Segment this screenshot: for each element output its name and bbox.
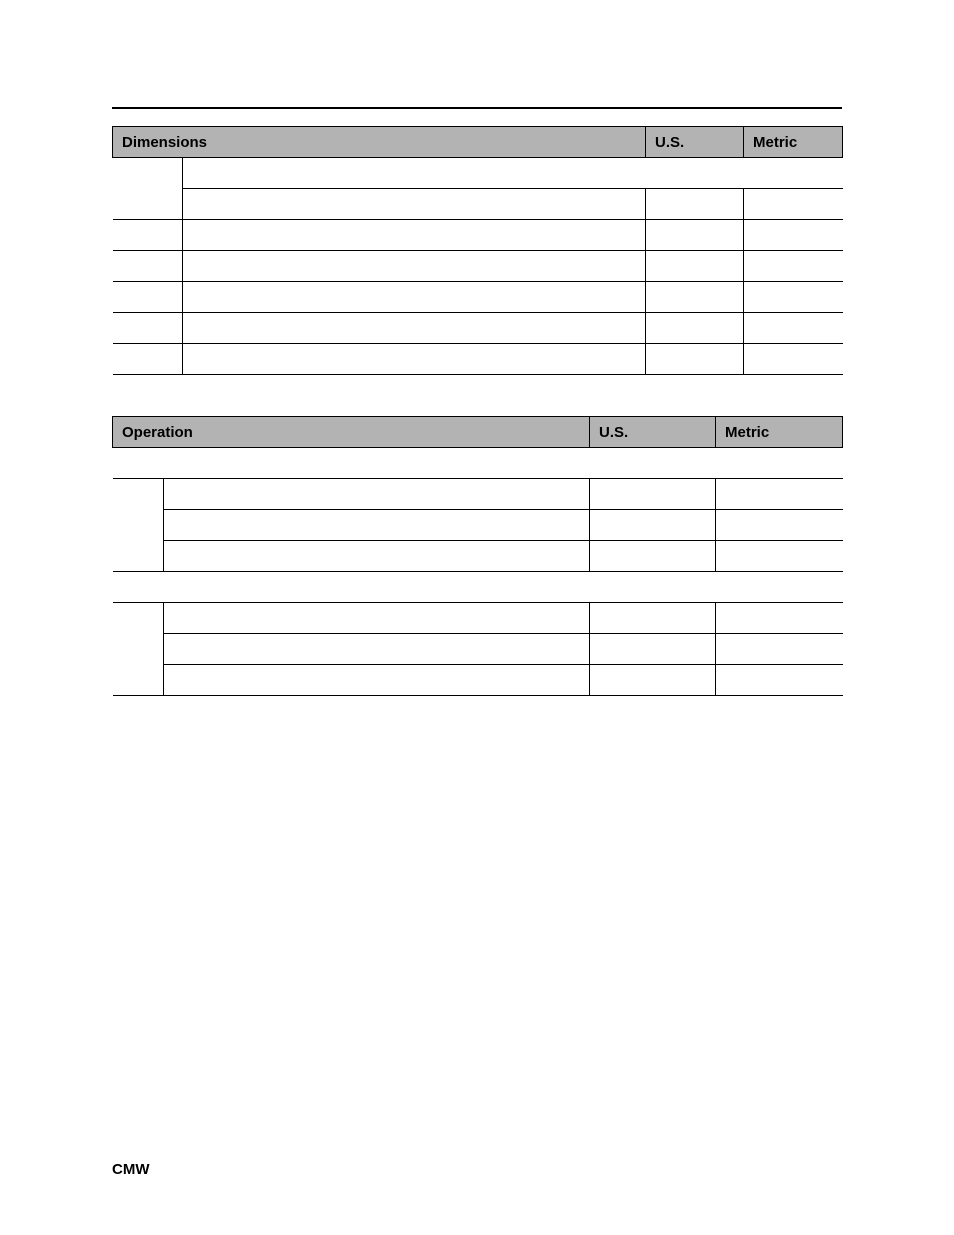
table-cell [744,189,843,220]
section-row [113,572,843,603]
table-cell [113,448,843,479]
table-cell [113,251,183,282]
table-cell [183,282,646,313]
table-row [113,634,843,665]
table-row [113,251,843,282]
table-cell [590,603,716,634]
table-cell [590,510,716,541]
table-row [113,158,843,189]
table-row [113,510,843,541]
operation-header-row [113,417,843,448]
footer-label: CMW [112,1161,150,1178]
table-cell [183,344,646,375]
table-row [113,189,843,220]
table-cell [113,282,183,313]
table-cell [716,634,843,665]
table-cell [164,603,590,634]
table-cell [646,251,744,282]
table-cell [113,313,183,344]
table-cell [113,220,183,251]
operation-header-us: U.S. [590,417,716,448]
table-cell [164,665,590,696]
table-cell [590,541,716,572]
table-cell [744,220,843,251]
table-cell [164,479,590,510]
table-row [113,220,843,251]
table-cell [183,220,646,251]
table-cell [113,603,164,696]
table-cell [646,313,744,344]
table-cell [113,158,183,220]
dimensions-header-us: U.S. [646,127,744,158]
table-cell [716,479,843,510]
operation-table [112,416,843,696]
table-cell [164,510,590,541]
dimensions-table [112,126,843,375]
table-cell [716,665,843,696]
table-cell [183,313,646,344]
table-cell [716,510,843,541]
operation-header-label: Operation [113,417,590,448]
table-cell [716,541,843,572]
table-cell [590,634,716,665]
table-cell [113,344,183,375]
table-cell [646,220,744,251]
table-row [113,479,843,510]
table-cell [113,479,164,572]
table-cell [744,251,843,282]
table-row [113,665,843,696]
table-cell [164,541,590,572]
table-row [113,282,843,313]
table-cell [590,479,716,510]
table-cell [183,189,646,220]
table-cell [716,603,843,634]
table-cell [744,313,843,344]
table-cell [744,344,843,375]
table-row [113,603,843,634]
table-row [113,344,843,375]
table-cell [646,189,744,220]
dimensions-header-row [113,127,843,158]
section-row [113,448,843,479]
table-cell [744,282,843,313]
dimensions-header-label: Dimensions [113,127,646,158]
table-row [113,541,843,572]
dimensions-header-metric: Metric [744,127,843,158]
operation-header-metric: Metric [716,417,843,448]
table-row [113,313,843,344]
table-cell [590,665,716,696]
table-cell [646,282,744,313]
top-rule [112,107,842,109]
table-cell [183,158,843,189]
table-cell [164,634,590,665]
table-cell [646,344,744,375]
table-cell [183,251,646,282]
table-cell [113,572,843,603]
